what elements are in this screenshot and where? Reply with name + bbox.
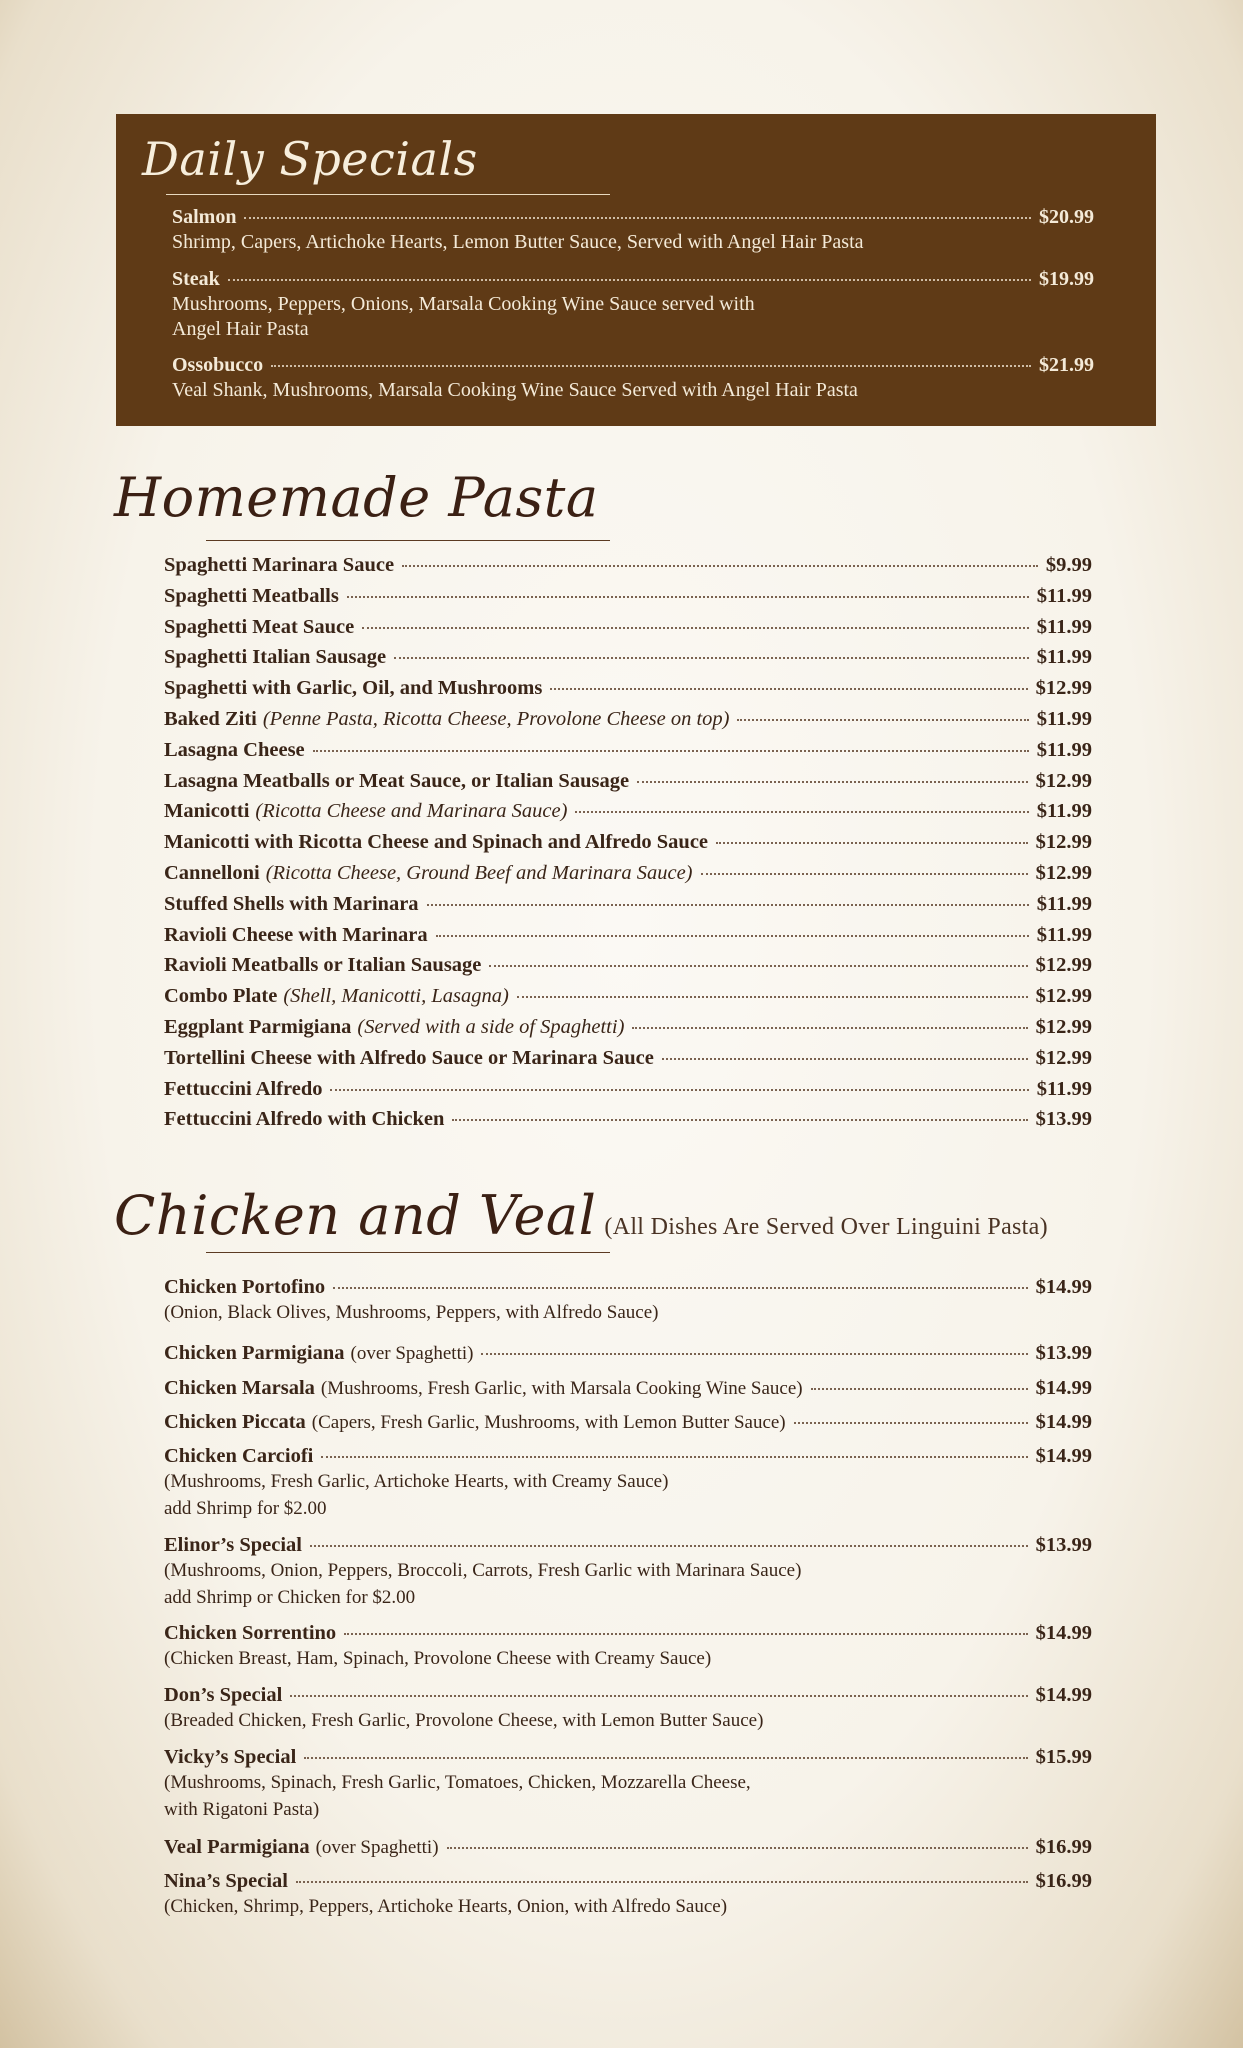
title-underline — [206, 1252, 610, 1253]
dot-leader — [452, 1119, 1027, 1121]
special-item — [172, 206, 1094, 254]
item-name: Combo Plate — [164, 985, 278, 1008]
item-price: $14.99 — [1035, 1276, 1092, 1298]
menu-item — [164, 1377, 1092, 1400]
menu-item — [164, 708, 1092, 739]
item-price: $16.99 — [1035, 1836, 1092, 1858]
item-name: Lasagna Meatballs or Meat Sauce, or Italian Sausage — [164, 769, 630, 792]
item-name: Spaghetti Meat Sauce — [164, 615, 355, 638]
menu-item — [164, 1047, 1092, 1078]
dot-leader — [427, 904, 1029, 906]
item-price: $14.99 — [1035, 1445, 1092, 1467]
item-price: $9.99 — [1045, 554, 1092, 576]
menu-item — [164, 954, 1092, 985]
dot-leader — [489, 965, 1027, 967]
item-name: Fettuccini Alfredo — [164, 1077, 323, 1100]
special-item — [172, 354, 1094, 402]
item-price: $11.99 — [1036, 707, 1092, 730]
chicken-veal-title: Chicken and Veal — [114, 1184, 597, 1247]
dot-leader — [394, 657, 1029, 659]
item-note: (Shell, Manicotti, Lasagna) — [283, 985, 509, 1008]
item-name: Lasagna Cheese — [164, 738, 305, 761]
item-description: with Rigatoni Pasta) — [164, 1799, 320, 1820]
item-name: Ravioli Meatballs or Italian Sausage — [164, 954, 482, 977]
item-name: Don’s Special — [164, 1684, 283, 1706]
item-price: $11.99 — [1036, 923, 1092, 946]
menu-item — [164, 1411, 1092, 1434]
item-name: Spaghetti Meatballs — [164, 584, 339, 607]
special-item — [172, 268, 1094, 341]
dot-leader — [716, 842, 1028, 844]
menu-item — [164, 646, 1092, 677]
item-price: $15.99 — [1035, 1746, 1092, 1768]
item-price: $12.99 — [1035, 677, 1092, 700]
item-note: (over Spaghetti) — [315, 1837, 439, 1858]
chicken-veal-subtitle: (All Dishes Are Served Over Linguini Pasta) — [604, 1214, 1048, 1240]
menu-item — [164, 585, 1092, 616]
item-price: $13.99 — [1035, 1342, 1092, 1364]
menu-item — [164, 1746, 1092, 1823]
dot-leader — [244, 217, 1031, 219]
dot-leader — [481, 1353, 1027, 1355]
menu-item — [164, 554, 1092, 585]
menu-item — [164, 1276, 1092, 1326]
item-price: $14.99 — [1035, 1411, 1092, 1433]
item-name: Spaghetti Italian Sausage — [164, 646, 387, 669]
dot-leader — [313, 750, 1029, 752]
item-note: (Ricotta Cheese and Marinara Sauce) — [255, 800, 568, 823]
item-description: Angel Hair Pasta — [172, 318, 309, 340]
item-price: $12.99 — [1035, 1015, 1092, 1038]
item-name: Baked Ziti — [164, 707, 257, 730]
item-note: (over Spaghetti) — [350, 1343, 474, 1364]
item-name: Stuffed Shells with Marinara — [164, 892, 419, 915]
item-price: $11.99 — [1036, 615, 1092, 638]
item-name: Ossobucco — [172, 354, 264, 376]
item-description: add Shrimp or Chicken for $2.00 — [164, 1587, 416, 1608]
item-name: Elinor’s Special — [164, 1534, 302, 1556]
item-price: $12.99 — [1035, 861, 1092, 884]
dot-leader — [347, 596, 1029, 598]
menu-item — [164, 1445, 1092, 1522]
item-name: Chicken Carciofi — [164, 1445, 314, 1467]
item-name: Chicken Parmigiana — [164, 1342, 345, 1364]
dot-leader — [290, 1695, 1027, 1697]
menu-item — [164, 1108, 1092, 1139]
dot-leader — [228, 279, 1031, 281]
item-description: Shrimp, Capers, Artichoke Hearts, Lemon Butter Sauce, Served with Angel Hair Pasta — [172, 231, 864, 253]
dot-leader — [550, 688, 1027, 690]
menu-item — [164, 1016, 1092, 1047]
menu-item — [164, 770, 1092, 801]
menu-item — [164, 1534, 1092, 1611]
title-underline — [206, 540, 610, 541]
item-name: Eggplant Parmigiana — [164, 1015, 352, 1038]
pasta-list — [164, 554, 1092, 1139]
item-name: Nina’s Special — [164, 1870, 288, 1892]
dot-leader — [794, 1422, 1028, 1424]
item-price: $11.99 — [1036, 584, 1092, 607]
daily-specials-title: Daily Specials — [142, 132, 478, 186]
item-price: $12.99 — [1035, 985, 1092, 1008]
dot-leader — [632, 1027, 1027, 1029]
dot-leader — [362, 627, 1029, 629]
item-name: Salmon — [172, 206, 237, 228]
item-name: Steak — [172, 268, 220, 290]
item-price: $12.99 — [1035, 954, 1092, 977]
item-price: $11.99 — [1036, 800, 1092, 823]
item-price: $11.99 — [1036, 892, 1092, 915]
item-note: (Capers, Fresh Garlic, Mushrooms, with Lemon Butter Sauce) — [311, 1412, 786, 1433]
item-note: (Mushrooms, Fresh Garlic, with Marsala Cooking Wine Sauce) — [320, 1378, 803, 1399]
item-description: (Chicken, Shrimp, Peppers, Artichoke Hearts, Onion, with Alfredo Sauce) — [164, 1896, 728, 1917]
dot-leader — [321, 1456, 1027, 1458]
item-name: Chicken Piccata — [164, 1411, 306, 1433]
item-name: Fettuccini Alfredo with Chicken — [164, 1108, 445, 1131]
menu-item — [164, 1342, 1092, 1365]
item-price: $13.99 — [1035, 1534, 1092, 1556]
menu-item — [164, 985, 1092, 1016]
menu-item — [164, 862, 1092, 893]
item-name: Tortellini Cheese with Alfredo Sauce or Marinara Sauce — [164, 1046, 654, 1069]
item-description: (Mushrooms, Onion, Peppers, Broccoli, Carrots, Fresh Garlic with Marinara Sauce) — [164, 1560, 802, 1581]
item-price: $11.99 — [1036, 646, 1092, 669]
item-price: $19.99 — [1039, 268, 1094, 290]
daily-specials-panel — [116, 114, 1156, 426]
item-price: $20.99 — [1039, 206, 1094, 228]
item-name: Manicotti with Ricotta Cheese and Spinach and Alfredo Sauce — [164, 831, 709, 854]
item-name: Spaghetti Marinara Sauce — [164, 554, 395, 576]
item-name: Chicken Marsala — [164, 1377, 315, 1399]
menu-item — [164, 831, 1092, 862]
chicken-veal-header — [114, 1184, 1048, 1247]
dot-leader — [436, 935, 1029, 937]
item-name: Ravioli Cheese with Marinara — [164, 923, 428, 946]
item-price: $13.99 — [1035, 1108, 1092, 1131]
item-price: $12.99 — [1035, 769, 1092, 792]
item-note: (Ricotta Cheese, Ground Beef and Marinara Sauce) — [265, 861, 693, 884]
dot-leader — [333, 1287, 1027, 1289]
item-price: $21.99 — [1039, 354, 1094, 376]
dot-leader — [296, 1881, 1028, 1883]
menu-item — [164, 1836, 1092, 1859]
menu-item — [164, 924, 1092, 955]
dot-leader — [811, 1388, 1028, 1390]
dot-leader — [402, 565, 1038, 567]
item-price: $11.99 — [1036, 738, 1092, 761]
item-price: $12.99 — [1035, 831, 1092, 854]
item-note: (Penne Pasta, Ricotta Cheese, Provolone Cheese on top) — [262, 707, 730, 730]
dot-leader — [701, 873, 1028, 875]
item-description: (Chicken Breast, Ham, Spinach, Provolone Cheese with Creamy Sauce) — [164, 1648, 712, 1669]
menu-item — [164, 800, 1092, 831]
item-price: $14.99 — [1035, 1684, 1092, 1706]
menu-item — [164, 1622, 1092, 1672]
dot-leader — [310, 1545, 1028, 1547]
dot-leader — [344, 1633, 1027, 1635]
item-description: (Mushrooms, Spinach, Fresh Garlic, Tomatoes, Chicken, Mozzarella Cheese, — [164, 1772, 751, 1793]
item-price: $12.99 — [1035, 1046, 1092, 1069]
item-name: Spaghetti with Garlic, Oil, and Mushrooms — [164, 677, 543, 700]
menu-item — [164, 677, 1092, 708]
item-note: (Served with a side of Spaghetti) — [357, 1015, 625, 1038]
menu-item — [164, 893, 1092, 924]
dot-leader — [304, 1757, 1027, 1759]
item-description: add Shrimp for $2.00 — [164, 1498, 327, 1519]
menu-item — [164, 1684, 1092, 1734]
title-underline — [166, 194, 610, 195]
item-price: $14.99 — [1035, 1622, 1092, 1644]
dot-leader — [517, 996, 1028, 998]
item-name: Chicken Sorrentino — [164, 1622, 337, 1644]
item-description: (Onion, Black Olives, Mushrooms, Peppers, with Alfredo Sauce) — [164, 1302, 659, 1323]
dot-leader — [737, 719, 1028, 721]
item-description: (Breaded Chicken, Fresh Garlic, Provolone Cheese, with Lemon Butter Sauce) — [164, 1710, 764, 1731]
item-name: Manicotti — [164, 800, 250, 823]
dot-leader — [271, 365, 1031, 367]
dot-leader — [447, 1847, 1028, 1849]
item-name: Vicky’s Special — [164, 1746, 297, 1768]
menu-item — [164, 1870, 1092, 1920]
menu-item — [164, 739, 1092, 770]
item-description: Mushrooms, Peppers, Onions, Marsala Cooking Wine Sauce served with — [172, 293, 755, 315]
item-name: Cannelloni — [164, 861, 260, 884]
item-description: Veal Shank, Mushrooms, Marsala Cooking Wine Sauce Served with Angel Hair Pasta — [172, 379, 858, 401]
dot-leader — [662, 1058, 1028, 1060]
homemade-pasta-title: Homemade Pasta — [114, 466, 599, 529]
dot-leader — [637, 781, 1028, 783]
item-price: $11.99 — [1036, 1077, 1092, 1100]
dot-leader — [330, 1089, 1028, 1091]
item-name: Chicken Portofino — [164, 1276, 326, 1298]
item-price: $16.99 — [1035, 1870, 1092, 1892]
menu-item — [164, 1078, 1092, 1109]
menu-item — [164, 616, 1092, 647]
item-description: (Mushrooms, Fresh Garlic, Artichoke Hearts, with Creamy Sauce) — [164, 1471, 669, 1492]
dot-leader — [575, 811, 1028, 813]
item-name: Veal Parmigiana — [164, 1836, 310, 1858]
item-price: $14.99 — [1035, 1377, 1092, 1399]
